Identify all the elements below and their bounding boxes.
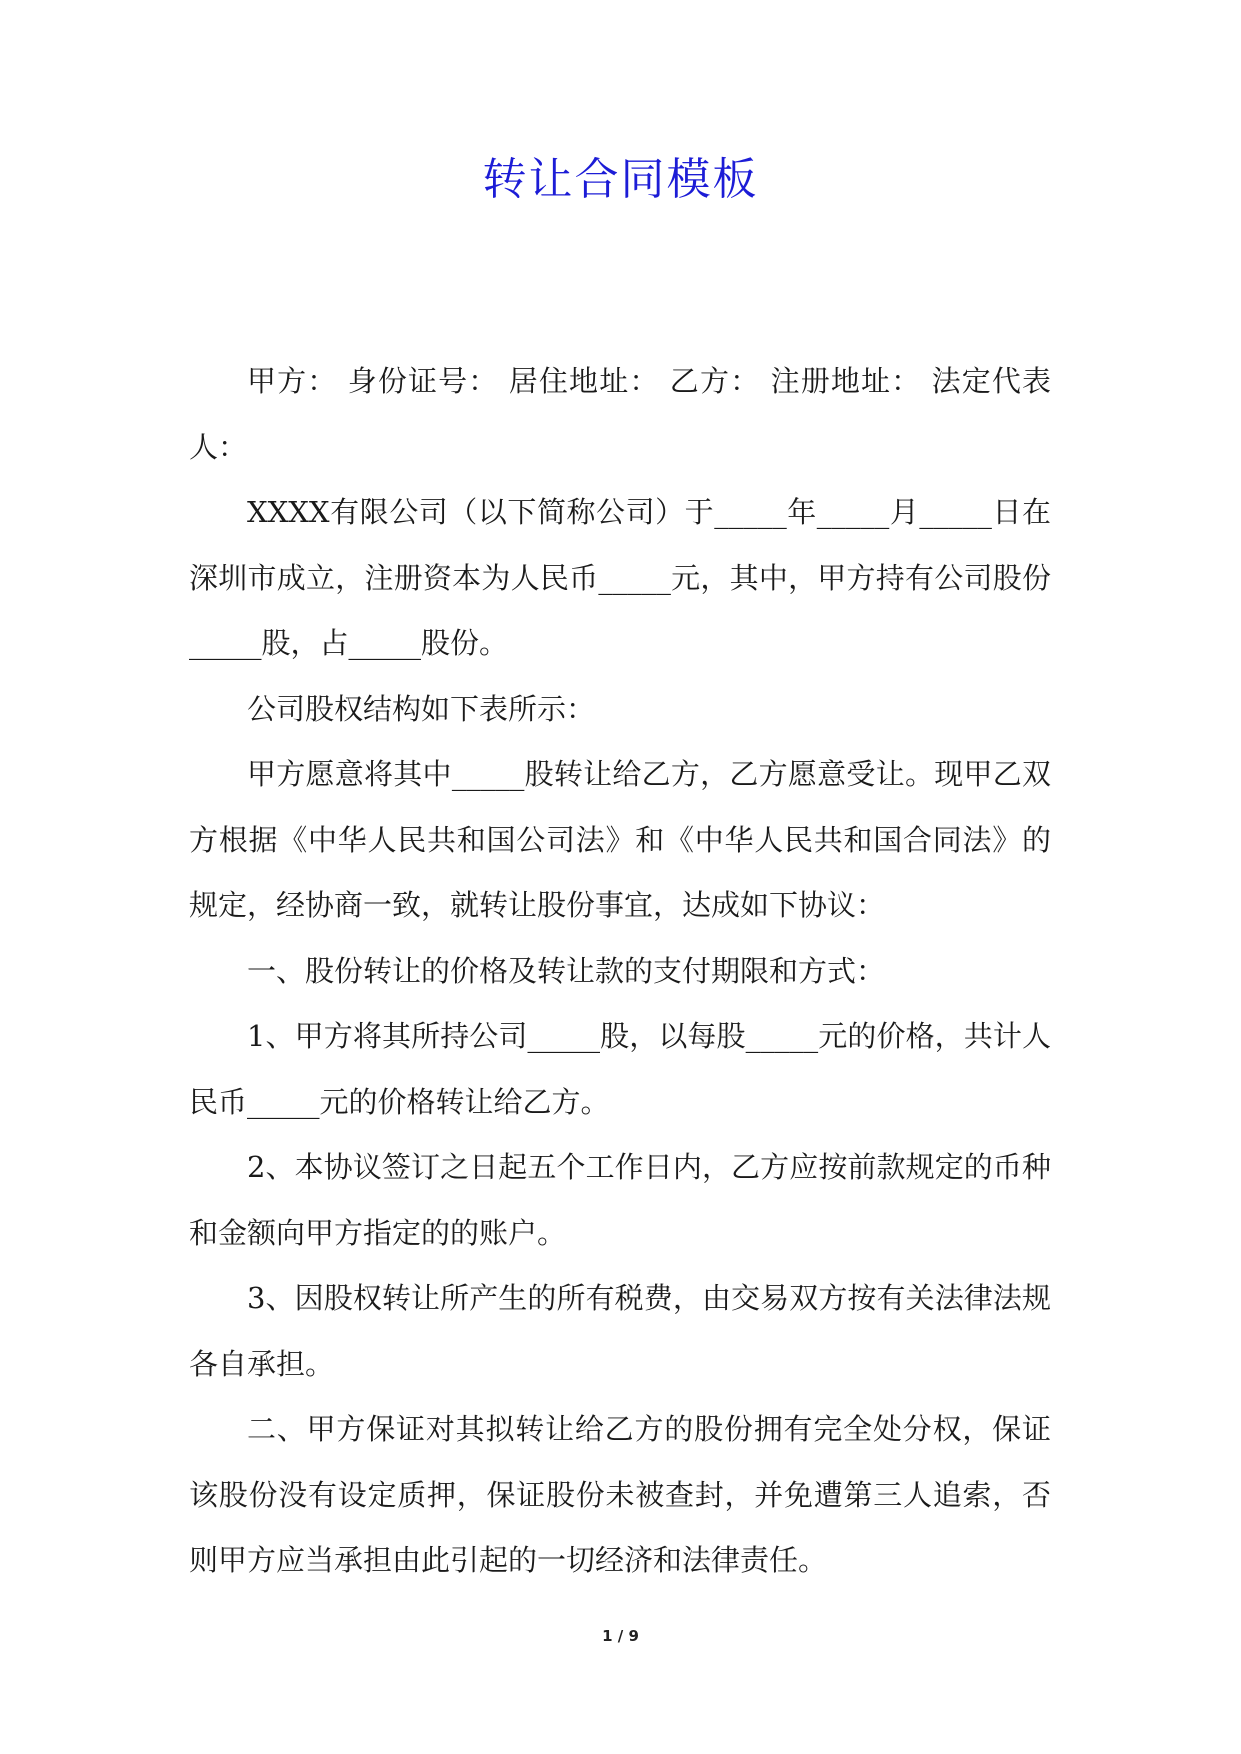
section-one-heading: 一、股份转让的价格及转让款的支付期限和方式： — [247, 953, 886, 988]
clause-2-paragraph: 2、本协议签订之日起五个工作日内，乙方应按前款规定的币种和金额向甲方指定的的账户。 — [189, 1150, 1051, 1250]
document-body — [189, 349, 1051, 1594]
equity-structure-paragraph: 公司股权结构如下表所示： — [247, 691, 596, 726]
transfer-intent-paragraph: 甲方愿意将其中_____股转让给乙方，乙方愿意受让。现甲乙双方根据《中华人民共和国公司法》和《中华人民共和国合同法》的规定，经协商一致，就转让股份事宜，达成如下协议： — [189, 757, 1051, 922]
section-two-paragraph: 二、甲方保证对其拟转让给乙方的股份拥有完全处分权，保证该股份没有设定质押，保证股份未被查封，并免遭第三人追索，否则甲方应当承担由此引起的一切经济和法律责任。 — [189, 1412, 1051, 1577]
document-title: 转让合同模板 — [482, 154, 759, 205]
parties-paragraph: 甲方： 身份证号： 居住地址： 乙方： 注册地址： 法定代表人： — [189, 364, 1051, 464]
company-info-paragraph: XXXX有限公司（以下简称公司）于_____年_____月_____日在深圳市成立，注册资本为人民币_____元，其中，甲方持有公司股份_____股，占_____股份。 — [189, 495, 1051, 660]
page-number: 1 / 9 — [602, 1627, 639, 1645]
clause-3-paragraph: 3、因股权转让所产生的所有税费，由交易双方按有关法律法规各自承担。 — [189, 1281, 1051, 1381]
clause-1-paragraph: 1、甲方将其所持公司_____股，以每股_____元的价格，共计人民币_____元的价格转让给乙方。 — [189, 1019, 1051, 1119]
